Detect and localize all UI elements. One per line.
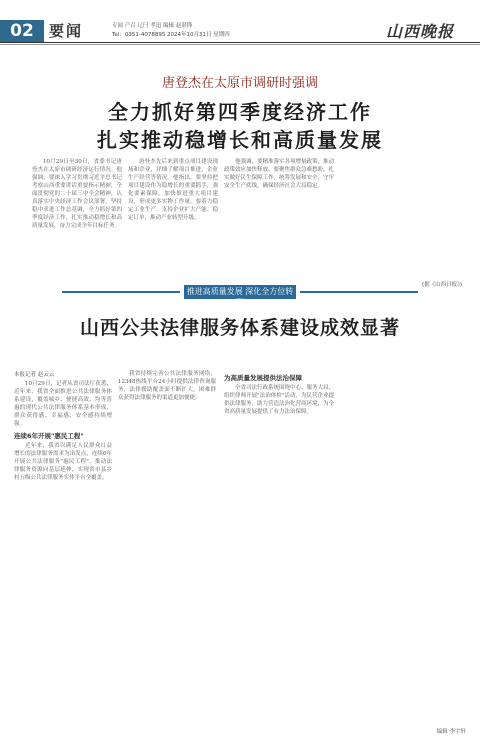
article2-column-1: [14, 380, 112, 640]
article2-paragraph: 近年来，我省以满足人民群众日益增长的法律服务需求为出发点，连续6年开展公共法律服务"惠民工程"，推动法律服务资源向基层延伸，实现省市县乡村五级公共法律服务实体平台全覆盖。: [14, 443, 112, 481]
article2-paragraph: 我省持续完善公共法律服务网络，12348热线平台24小时提供法律咨询服务，法律援助覆盖面不断扩大，困难群众获得法律服务的渠道更加便捷。: [118, 371, 216, 401]
page-number: 02: [0, 20, 44, 42]
article1-credit: (据《山西日报》): [421, 282, 462, 288]
section-title: 要闻: [49, 22, 84, 40]
article1-paragraph: 唐登杰先后来到重点项目建设现场和企业，详细了解项目推进、企业生产经营等情况。他指出，要坚持把项目建设作为稳增长的重要抓手，强化要素保障，加快推进重大项目建设，形成更多实物工作量。要着力稳定工业生产，支持企业扩大产能、稳定订单，推动产业转型升级。: [128, 159, 218, 221]
article2-paragraph: 全省司法行政系统围绕中心、服务大局，组织律师开展"法治体检"活动，为民营企业提供法律服务，助力营造法治化营商环境，为全省高质量发展提供了有力法治保障。: [224, 385, 334, 415]
article1-column-2: [128, 158, 218, 263]
article1-paragraph: 他强调，要精准落实各项增量政策，推动政策效应加快释放。要聚焦群众急难愁盼，扎实做好民生保障工作，统筹发展和安全，守牢安全生产底线，确保经济社会大局稳定。: [224, 159, 334, 189]
article2-title: 山西公共法律服务体系建设成效显著: [79, 317, 400, 339]
topic-banner: [62, 285, 418, 307]
article2-column-3: [224, 370, 334, 640]
header-rule-thin: [0, 44, 480, 45]
article1-column-3: [224, 158, 334, 263]
article2-subhead: 为高质量发展提供法治保障: [224, 374, 302, 382]
article1-kicker: 唐登杰在太原市调研时强调: [161, 76, 318, 91]
banner-line-left: [62, 291, 180, 293]
article1-title-line1: 全力抓好第四季度经济工作: [108, 100, 372, 124]
article2-subhead: 连续6年开展"惠民工程": [14, 432, 84, 440]
article2-column-2: [118, 370, 216, 640]
newspaper-logo: 山西晚报: [385, 22, 454, 41]
banner-line-right: [300, 291, 418, 293]
article1-paragraph: 10月29日至30日，省委书记唐登杰在太原市调研经济运行情况。他强调，要深入学习贯彻习近平总书记考察山西重要讲话重要指示精神，全面贯彻党的二十届三中全会精神，认真落实中央经济工作会议部署，坚持稳中求进工作总基调，全力抓好第四季度经济工作，扎实推动稳增长和高质量发展，奋力完成全年目标任务。: [32, 159, 122, 229]
banner-text: 推进高质量发展 深化全方位转型: [186, 287, 294, 307]
header-meta-editors: 专闻 产召 辽闩 孝迅 编辑 赵湛锋: [112, 23, 193, 29]
header-meta-date: Tel：0351-4078895 2024年10月31日 星期四: [112, 32, 230, 38]
editor-credit: 编辑 李宇轩: [436, 729, 466, 735]
article2-paragraph: 10月29日，记者从省司法厅获悉，近年来，我省全面推进公共法律服务体系建设，覆盖城乡、便捷高效、均等普惠的现代公共法律服务体系基本形成，群众获得感、幸福感、安全感持续增强。: [14, 381, 112, 427]
article1-column-1: [32, 158, 122, 263]
article1-title-line2: 扎实推动稳增长和高质量发展: [97, 128, 383, 152]
page-header: [0, 0, 480, 40]
header-rule: [0, 42, 480, 43]
article2-byline: 本报记者 赵云云: [14, 372, 55, 378]
